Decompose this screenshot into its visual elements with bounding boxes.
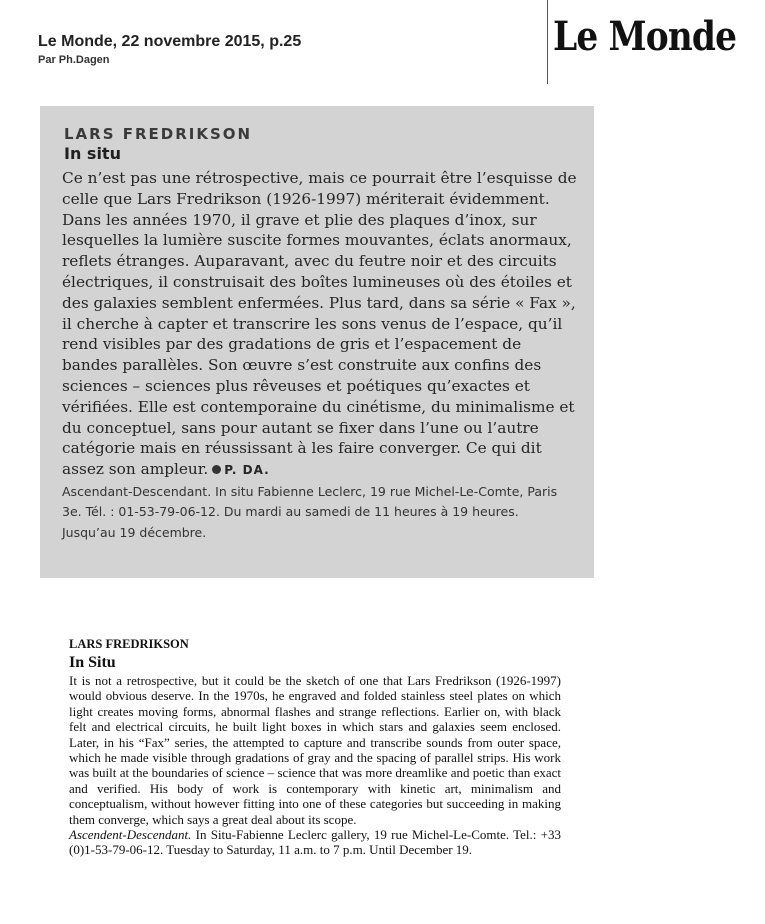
translation-body: It is not a retrospective, but it could be the sketch of one that Lars Fredrikson (1926-1997) would obvious deserve. In the 1970s, he engraved and folded stainless steel plates on which light creates moving forms, abnormal flashes and strange reflections. Earlier on, with black felt and electrical circuits, he built light boxes in which stars and galaxies seem enclosed. Later, in his “Fax” series, the attempted to capture and transcribe sounds from outer space, which he made visible through gradations of gray and the spacing of parallel strips. His work was built at the boundaries of science – science that was more dreamlike and poetic than exact and verified. His body of work is contemporary with kinetic art, minimalism and conceptualism, without however fitting into one of these categories but succeeding in making them converge, which says a great deal about its scope. bbox=[69, 673, 561, 827]
clipping-kicker: LARS FREDRIKSON bbox=[64, 125, 253, 143]
le-monde-logo: Le Monde bbox=[553, 13, 737, 60]
bullet-icon bbox=[212, 465, 221, 474]
publication-line: Le Monde, 22 novembre 2015, p.25 bbox=[38, 33, 302, 50]
translation-exhibition-info bbox=[69, 827, 561, 858]
translation-kicker: LARS FREDRIKSON bbox=[69, 637, 189, 651]
clipping-headline: In situ bbox=[64, 144, 121, 163]
author-line: Par Ph.Dagen bbox=[38, 54, 110, 66]
clipping-body bbox=[62, 168, 578, 481]
header-divider bbox=[547, 0, 548, 84]
clipping-exhibition-info: Ascendant-Descendant. In situ Fabienne Leclerc, 19 rue Michel-Le-Comte, Paris 3e. Tél. : 01-53-79-06-12. Du mardi au samedi de 11 heures à 19 heures. Jusqu’au 19 décembre. bbox=[62, 483, 558, 540]
clipping-signature: P. DA. bbox=[224, 463, 270, 478]
clipping-body-text: Ce n’est pas une rétrospective, mais ce pourrait être l’esquisse de celle que Lars Fredrikson (1926-1997) mériterait évidemment. Dans les années 1970, il grave et plie des plaques d’inox, sur lesquelles la lumière suscite formes mouvantes, éclats anormaux, reflets étranges. Auparavant, avec du feutre noir et des circuits électriques, il construisait des boîtes lumineuses où des étoiles et des galaxies semblent enfermées. Plus tard, dans sa série « Fax », il cherche à capter et transcrire les sons venus de l’espace, qu’il rend visibles par des gradations de gris et l’espacement de bandes parallèles. Son œuvre s’est construite aux confins des sciences – sciences plus rêveuses et poétiques qu’exactes et vérifiées. Elle est contemporaine du cinétisme, du minimalisme et du conceptuel, sans pour autant se fixer dans l’une ou l’autre catégorie mais en réussissant à les faire converger. Ce qui dit assez son ampleur. bbox=[62, 169, 577, 479]
newspaper-clipping bbox=[40, 106, 594, 578]
english-translation bbox=[69, 636, 561, 858]
translation-headline: In Situ bbox=[69, 654, 116, 671]
translation-info-title: Ascendent-Descendant. bbox=[69, 827, 192, 843]
translation-info-text: In Situ-Fabienne Leclerc gallery, 19 rue Michel-Le-Comte. Tel.: +33 (0)1-53-79-06-12. Tuesday to Saturday, 11 a.m. to 7 p.m. Until December 19. bbox=[69, 827, 561, 858]
